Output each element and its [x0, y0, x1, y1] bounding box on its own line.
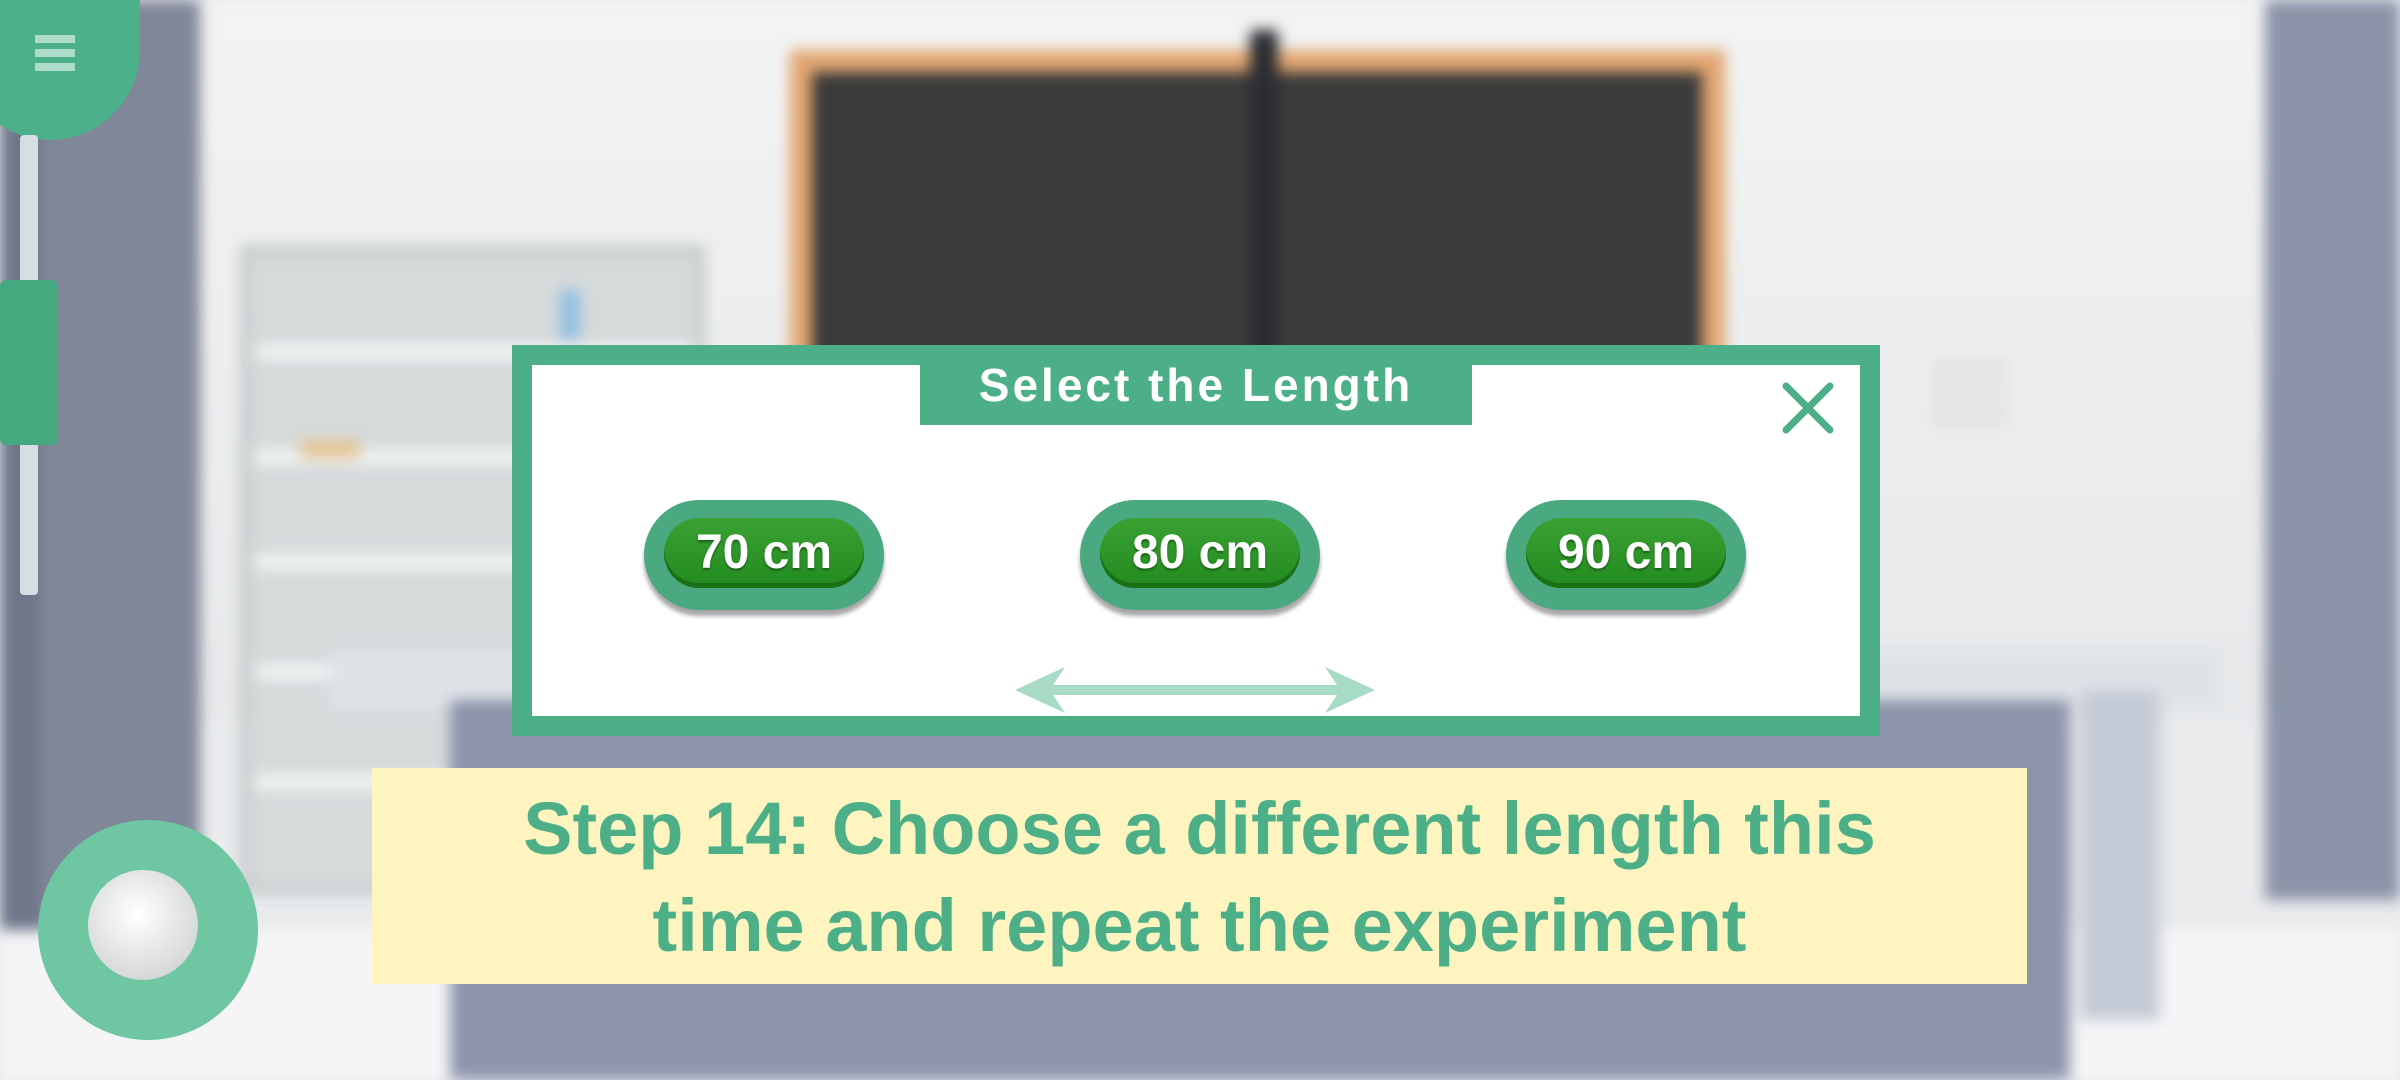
- length-option-label: 90 cm: [1526, 518, 1726, 588]
- wall-socket: [1935, 360, 2005, 425]
- dialog-title: Select the Length: [920, 355, 1472, 425]
- joystick-icon[interactable]: [88, 870, 198, 980]
- shelf-item: [300, 440, 360, 458]
- length-option-label: 70 cm: [664, 518, 864, 588]
- instruction-line-1: Step 14: Choose a different length this: [523, 787, 1876, 870]
- lab-stand: [1250, 30, 1278, 360]
- side-panel-tab[interactable]: [0, 280, 58, 445]
- double-arrow-icon: [1015, 665, 1375, 715]
- right-wall: [2265, 0, 2400, 900]
- close-button[interactable]: [1778, 378, 1838, 438]
- length-90cm-button[interactable]: [1506, 500, 1746, 610]
- instruction-text: [372, 780, 2027, 974]
- length-70cm-button[interactable]: [644, 500, 884, 610]
- close-icon: [1778, 378, 1838, 438]
- menu-icon: [35, 35, 75, 81]
- length-option-label: 80 cm: [1100, 518, 1300, 588]
- lab-table-leg: [2080, 690, 2160, 1020]
- shelf-item: [560, 290, 580, 340]
- instruction-line-2: time and repeat the experiment: [652, 884, 1747, 967]
- length-80cm-button[interactable]: [1080, 500, 1320, 610]
- instruction-banner: [372, 768, 2027, 984]
